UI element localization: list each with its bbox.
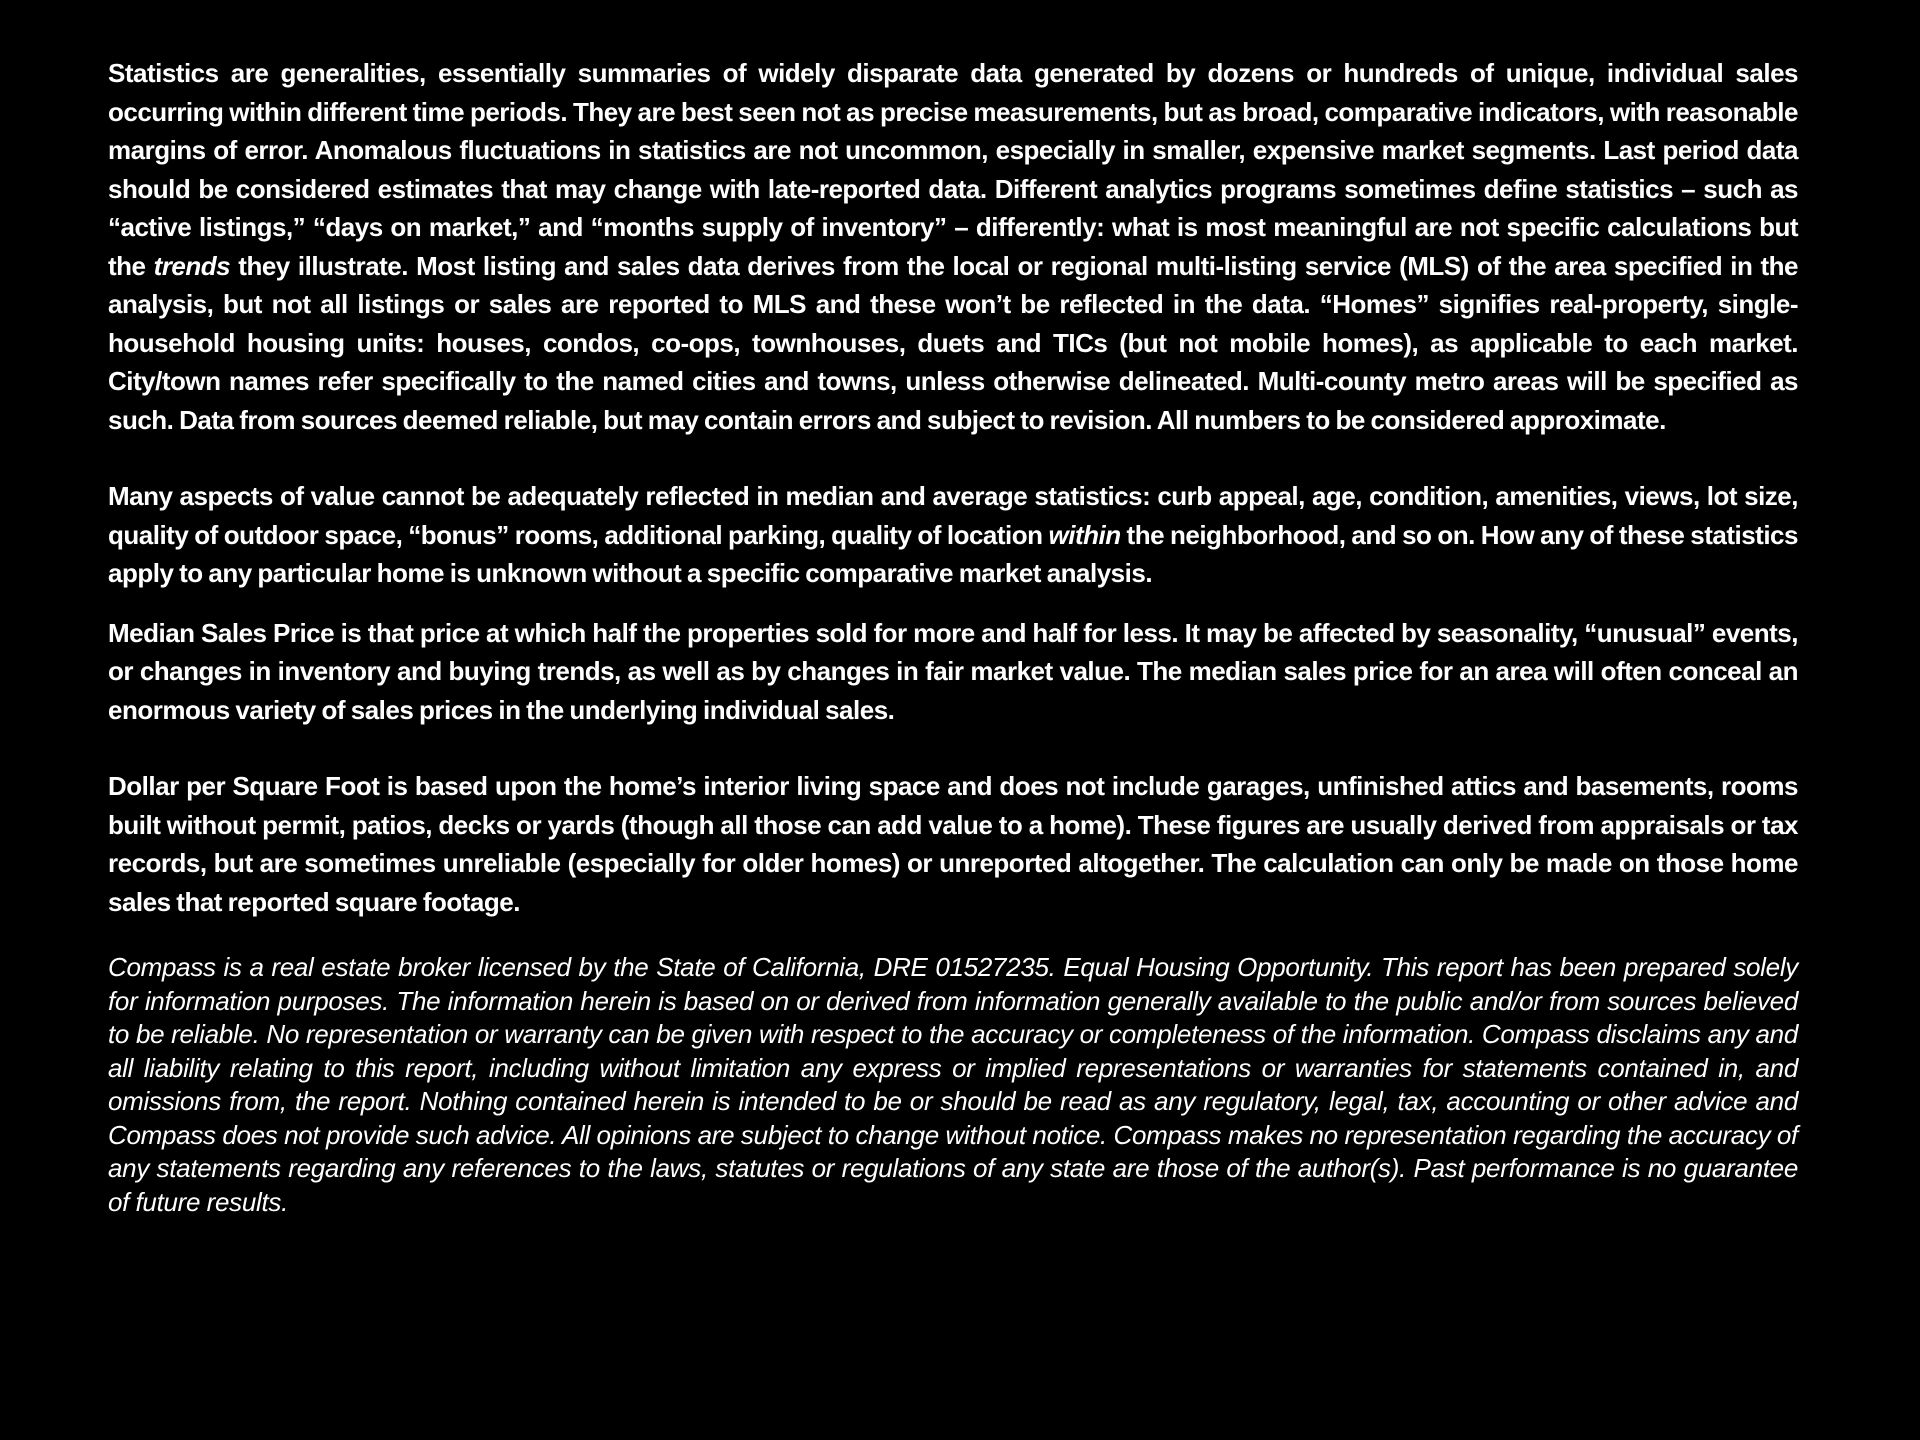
disclosure-page: [108, 54, 1798, 1219]
dollar-per-sqft-paragraph: Dollar per Square Foot is based upon the home’s interior living space and does not include garages, unfinished attics and basements, rooms built without permit, patios, decks or yards (though all those can add value to a home). These figures are usually derived from appraisals or tax records, but are sometimes unreliable (especially for older homes) or unreported altogether. The calculation can only be made on those home sales that reported square footage.: [108, 771, 1798, 917]
statistics-emphasis: trends: [153, 250, 231, 281]
statistics-text-part2: they illustrate. Most listing and sales data derives from the local or regional multi-listing service (MLS) of the area specified in the analysis, but not all listings or sales are reported to MLS and these won’t be reflected in the data. “Homes” signifies real-property, single-household housing units: houses, condos, co-ops, townhouses, duets and TICs (but not mobile homes), as applicable to each market. City/town names refer specifically to the named cities and towns, unless otherwise delineated. Multi-county metro areas will be specified as such. Data from sources deemed reliable, but may contain errors and subject to revision. All numbers to be considered approximate.: [108, 250, 1799, 435]
median-sales-price-paragraph: Median Sales Price is that price at which half the properties sold for more and half for less. It may be affected by seasonality, “unusual” events, or changes in inventory and buying trends, as well as by changes in fair market value. The median sales price for an area will often conceal an enormous variety of sales prices in the underlying individual sales.: [108, 617, 1798, 725]
statistics-paragraph: [108, 54, 1798, 439]
value-text-part2: the neighborhood, and so on. How any of these statistics apply to any particular home is unknown without a specific comparative market analysis.: [108, 519, 1798, 588]
value-paragraph: [108, 477, 1798, 593]
value-emphasis: within: [1048, 519, 1121, 550]
value-text-part1: Many aspects of value cannot be adequately reflected in median and average statistics: curb appeal, age, condition, amenities, views, lot size, quality of outdoor space, “bonus” rooms, additional parking, quality of location: [108, 481, 1798, 550]
legal-disclaimer: Compass is a real estate broker licensed by the State of California, DRE 01527235. Equal Housing Opportunity. This report has been prepared solely for information purposes. The information herein is based on or derived from information generally available to the public and/or from sources believed to be reliable. No representation or warranty can be given with respect to the accuracy or completeness of the information. Compass disclaims any and all liability relating to this report, including without limitation any express or implied representations or warranties for statements contained in, and omissions from, the report. Nothing contained herein is intended to be or should be read as any regulatory, legal, tax, accounting or other advice and Compass does not provide such advice. All opinions are subject to change without notice. Compass makes no representation regarding the accuracy of any statements regarding any references to the laws, statutes or regulations of any state are those of the author(s). Past performance is no guarantee of future results.: [108, 952, 1798, 1217]
statistics-text-part1: Statistics are generalities, essentially summaries of widely disparate data generated by dozens or hundreds of unique, individual sales occurring within different time periods. They are best seen not as precise measurements, but as broad, comparative indicators, with reasonable margins of error. Anomalous fluctuations in statistics are not uncommon, especially in smaller, expensive market segments. Last period data should be considered estimates that may change with late-reported data. Different analytics programs sometimes define statistics – such as “active listings,” “days on market,” and “months supply of inventory” – differently: what is most meaningful are not specific calculations but the: [108, 58, 1798, 281]
